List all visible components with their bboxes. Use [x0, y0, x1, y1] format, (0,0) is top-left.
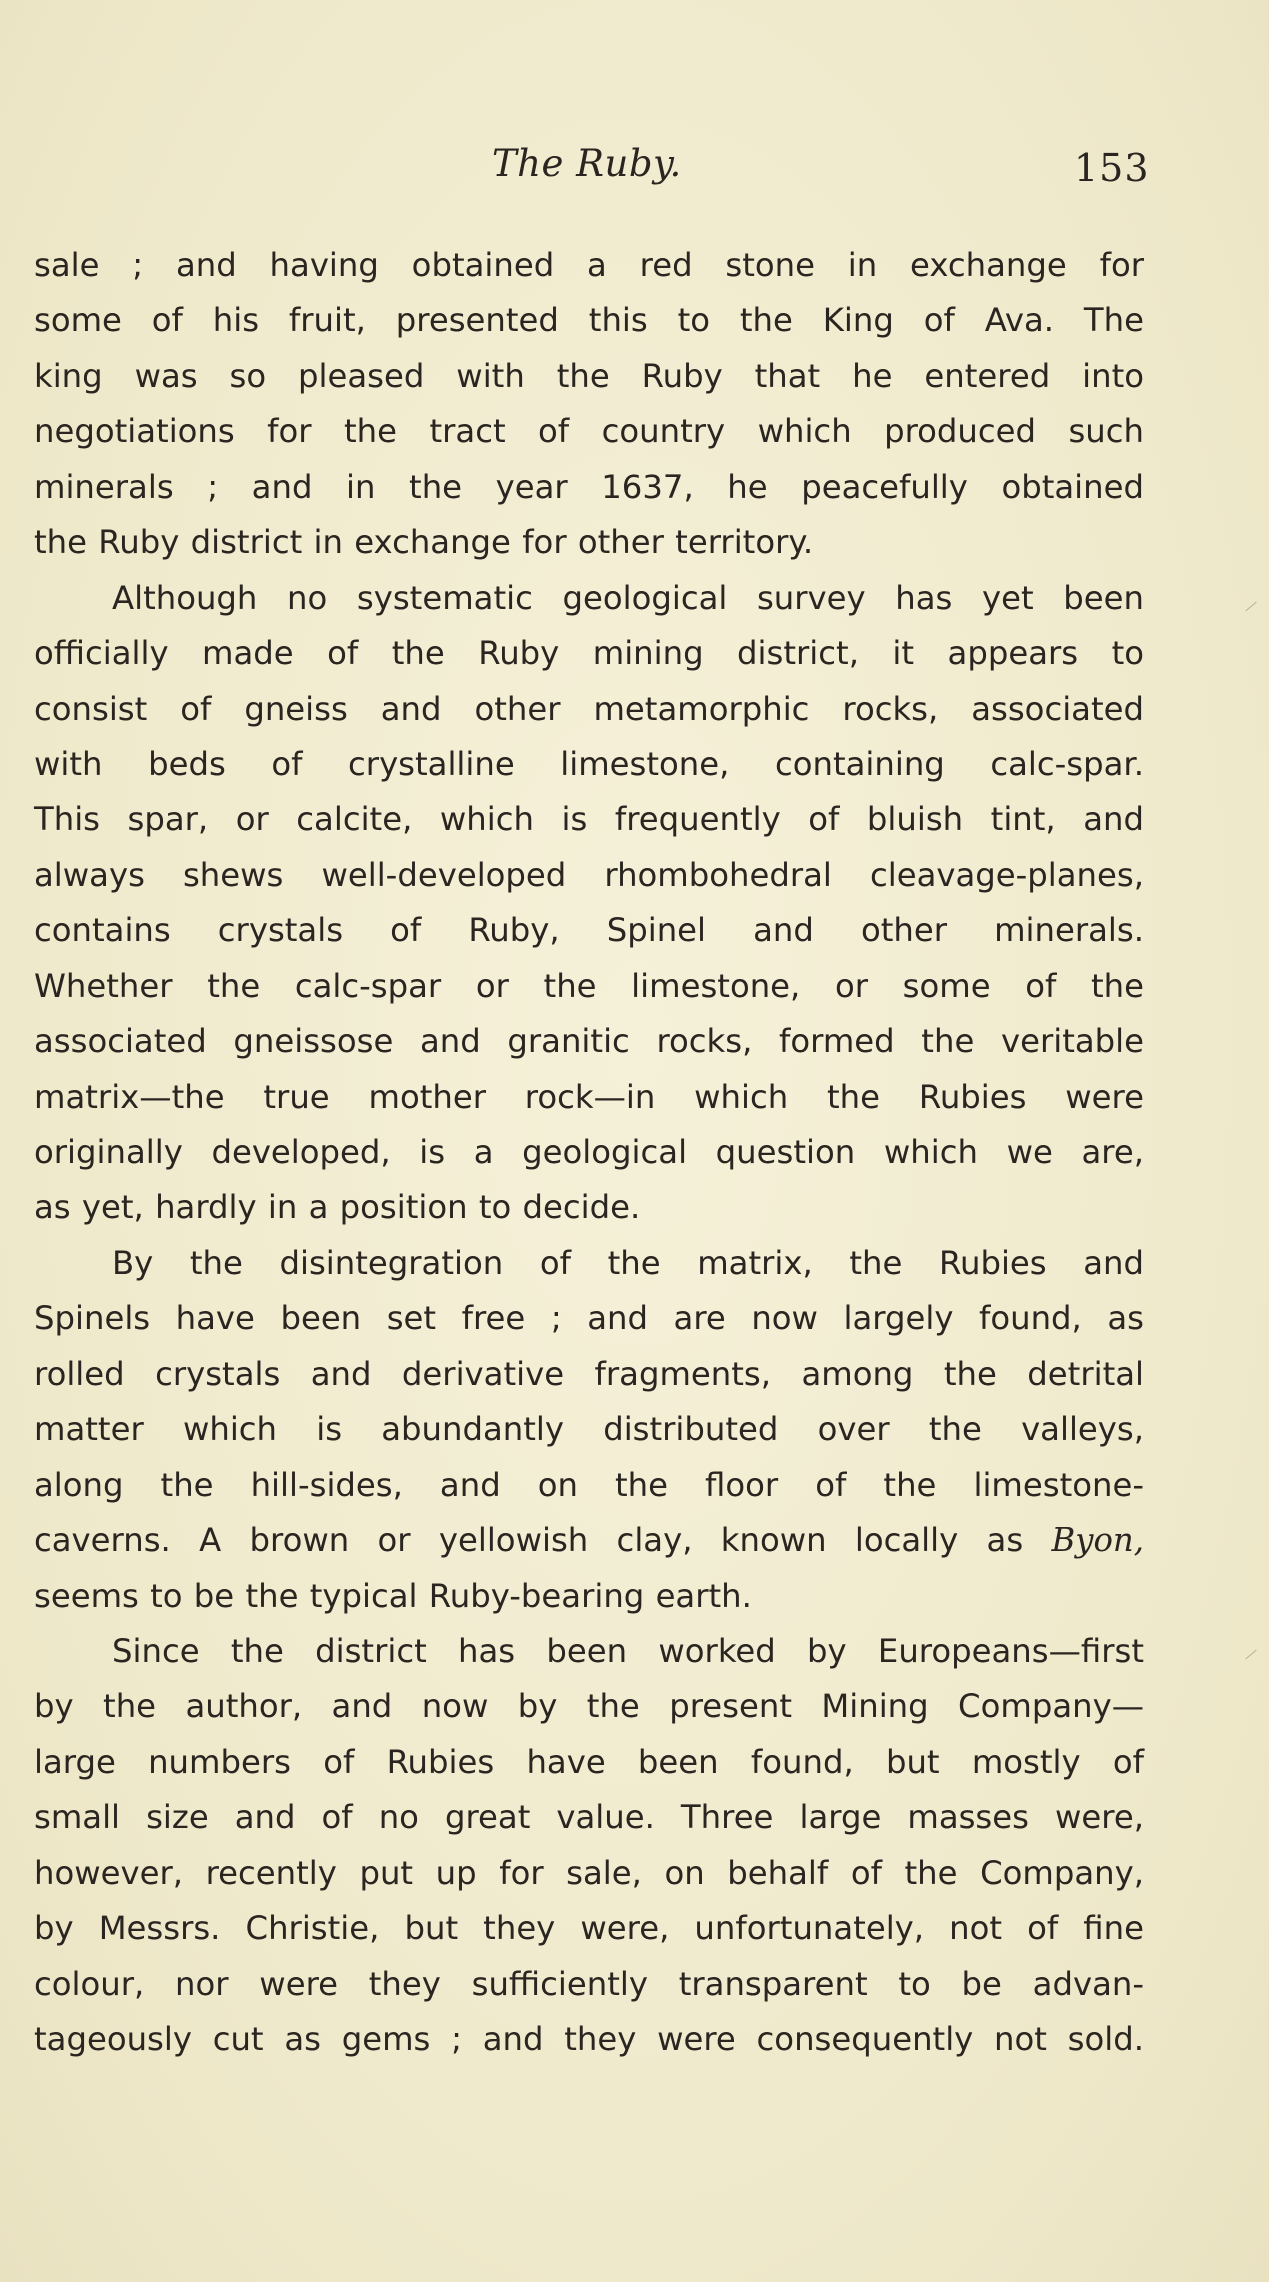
line-text: contains crystals of Ruby, Spinel and other minerals. — [34, 911, 1144, 950]
text-line — [34, 1014, 1144, 1069]
line-text: By the disintegration of the matrix, the Rubies and — [112, 1243, 1144, 1282]
line-text: always shews well-developed rhombohedral cleavage-planes, — [34, 855, 1144, 894]
line-text: Since the district has been worked by Europeans—first — [112, 1631, 1144, 1670]
line-text: sale ; and having obtained a red stone in exchange for — [34, 246, 1144, 284]
text-line — [34, 737, 1144, 792]
line-text: large numbers of Rubies have been found, but mostly of — [34, 1742, 1144, 1781]
text-line — [34, 1125, 1144, 1180]
text-line — [34, 626, 1144, 681]
line-text: officially made of the Ruby mining district, it appears to — [34, 634, 1144, 673]
line-text: small size and of no great value. Three large masses were, — [34, 1798, 1144, 1837]
text-line — [34, 1901, 1144, 1956]
line-text: some of his fruit, presented this to the King of Ava. The — [34, 301, 1144, 340]
running-title: The Ruby. — [492, 142, 682, 185]
line-text: rolled crystals and derivative fragments, among the detrital — [34, 1354, 1144, 1393]
text-line — [34, 1846, 1144, 1901]
line-text: by Messrs. Christie, but they were, unfortunately, not of fine — [34, 1909, 1144, 1948]
text-line — [34, 349, 1144, 404]
text-line — [34, 460, 1144, 515]
line-text: matter which is abundantly distributed over the valleys, — [34, 1410, 1144, 1449]
page-number: 153 — [1074, 146, 1150, 190]
line-text: matrix—the true mother rock—in which the Rubies were — [34, 1077, 1144, 1116]
line-text: minerals ; and in the year 1637, he peacefully obtained — [34, 467, 1144, 506]
body-text — [34, 238, 1144, 2067]
text-line — [34, 571, 1144, 626]
text-line — [34, 792, 1144, 847]
text-line — [34, 1513, 1144, 1568]
margin-mark — [1245, 1650, 1256, 1660]
line-text: colour, nor were they sufficiently transparent to be advan- — [34, 1964, 1144, 2003]
line-text: consist of gneiss and other metamorphic rocks, associated — [34, 689, 1144, 728]
text-line — [34, 404, 1144, 459]
line-text: negotiations for the tract of country which produced such — [34, 412, 1144, 451]
text-line — [34, 1957, 1144, 2012]
line-text: however, recently put up for sale, on behalf of the Company, — [34, 1853, 1144, 1892]
text-line — [34, 848, 1144, 903]
text-line — [34, 1569, 1144, 1624]
line-text: along the hill-sides, and on the floor of the limestone- — [34, 1465, 1144, 1504]
text-line — [34, 1679, 1144, 1734]
line-text: as yet, hardly in a position to decide. — [34, 1188, 641, 1227]
line-text: Although no systematic geological survey has yet been — [112, 578, 1144, 617]
text-line — [34, 1458, 1144, 1513]
line-text: seems to be the typical Ruby-bearing earth. — [34, 1576, 752, 1615]
italic-term: Byon, — [1051, 1521, 1144, 1560]
text-line — [34, 293, 1144, 348]
text-line — [34, 682, 1144, 737]
text-line — [34, 959, 1144, 1014]
text-line — [34, 1291, 1144, 1346]
line-text: caverns. A brown or yellowish clay, known locally as — [34, 1521, 1024, 1560]
line-text: tageously cut as gems ; and they were consequently not sold. — [34, 2020, 1144, 2058]
page-header — [34, 130, 1150, 190]
text-line — [34, 2012, 1144, 2067]
text-line — [34, 1402, 1144, 1457]
text-line — [34, 1180, 1144, 1235]
line-text: This spar, or calcite, which is frequently of bluish tint, and — [34, 800, 1144, 839]
text-line — [34, 1070, 1144, 1125]
line-text: with beds of crystalline limestone, containing calc-spar. — [34, 744, 1144, 783]
line-text: by the author, and now by the present Mining Company— — [34, 1687, 1144, 1726]
line-text: Spinels have been set free ; and are now largely found, as — [34, 1299, 1144, 1338]
margin-mark — [1245, 602, 1256, 612]
text-line — [34, 1735, 1144, 1790]
text-line — [34, 1236, 1144, 1291]
text-line — [34, 1347, 1144, 1402]
text-line — [34, 1790, 1144, 1845]
text-line — [34, 1624, 1144, 1679]
text-line — [34, 238, 1144, 293]
text-line — [34, 903, 1144, 958]
line-text: associated gneissose and granitic rocks, formed the veritable — [34, 1022, 1144, 1061]
line-text: the Ruby district in exchange for other territory. — [34, 523, 814, 562]
book-page — [34, 130, 1150, 2058]
line-text: Whether the calc-spar or the limestone, or some of the — [34, 966, 1144, 1005]
text-line — [34, 515, 1144, 570]
line-text: king was so pleased with the Ruby that he entered into — [34, 356, 1144, 395]
line-text: originally developed, is a geological question which we are, — [34, 1133, 1144, 1171]
